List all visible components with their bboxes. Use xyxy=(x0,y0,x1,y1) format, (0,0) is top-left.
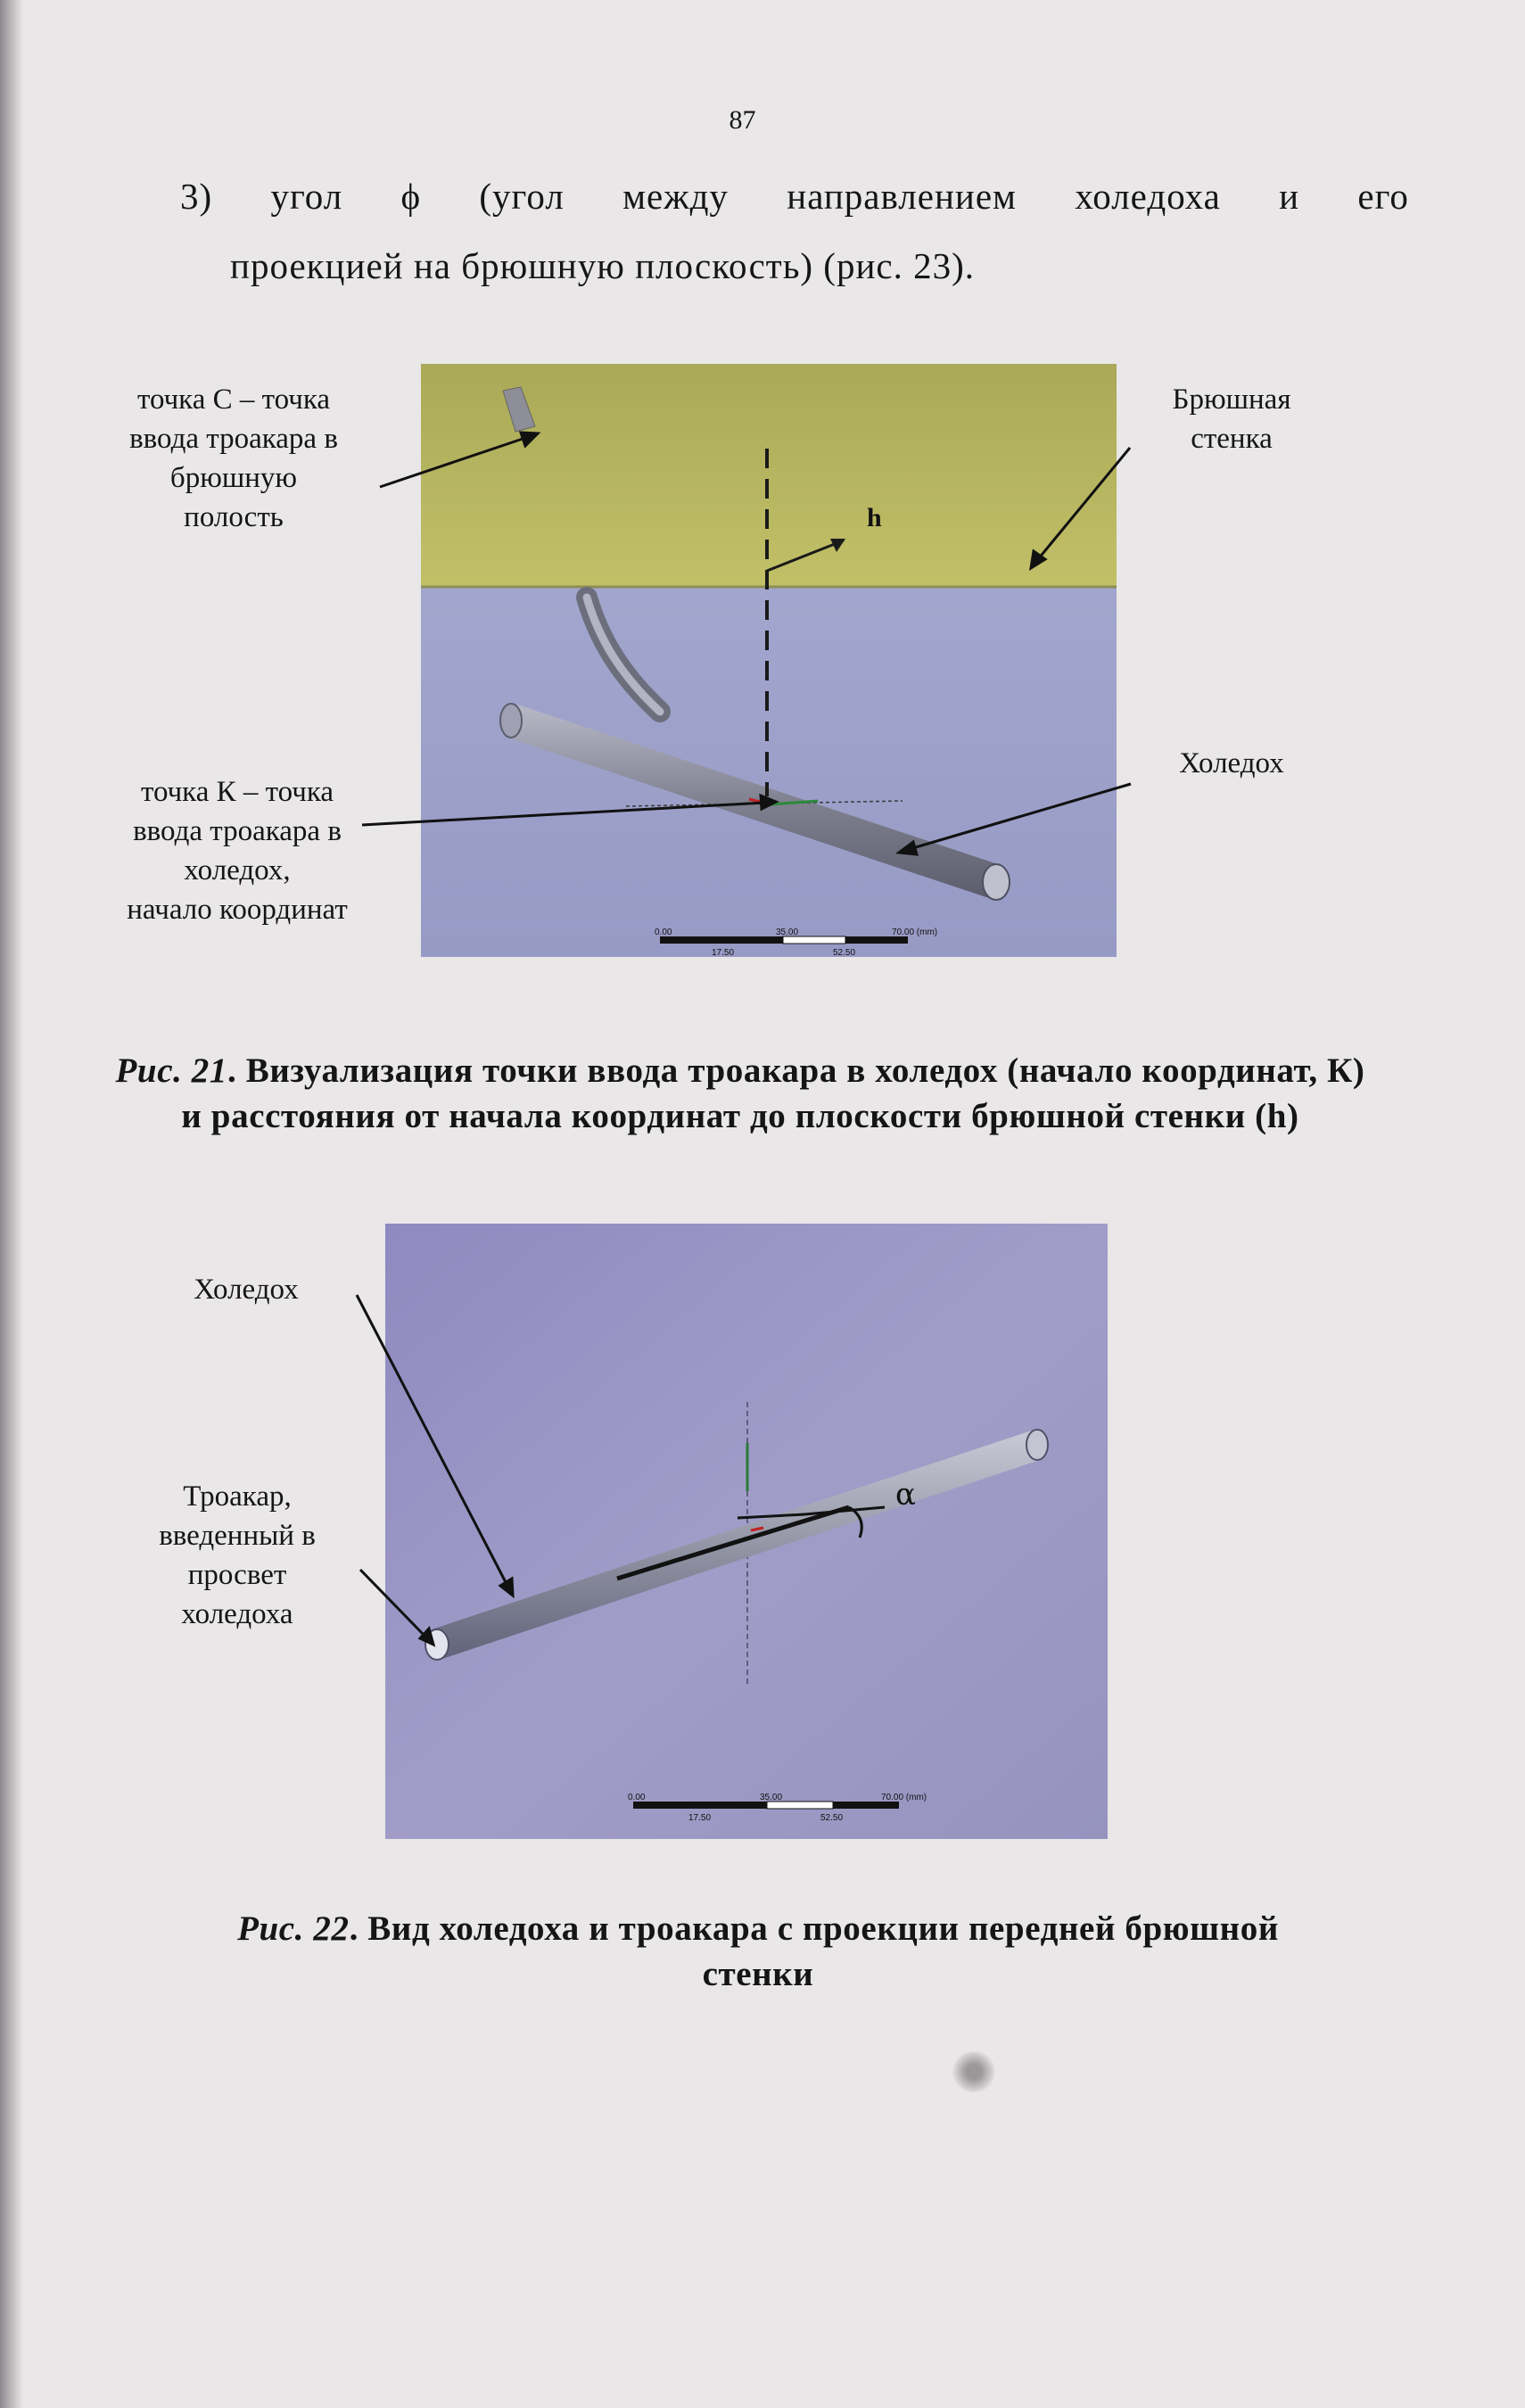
scan-smudge xyxy=(952,2051,995,2092)
scale-tick: 35.00 xyxy=(760,1793,783,1802)
scale-tick: 17.50 xyxy=(688,1813,712,1823)
intro-word: и xyxy=(1279,176,1300,217)
caption-text: . Вид холедоха и троакара с проекции передней брюшной стенки xyxy=(349,1909,1279,1993)
intro-line-2: проекцией на брюшную плоскость) (рис. 23). xyxy=(230,245,975,286)
intro-word: (угол xyxy=(479,176,565,217)
intro-word: между xyxy=(622,176,729,217)
intro-word: его xyxy=(1357,176,1409,217)
scale-tick: 52.50 xyxy=(833,948,856,957)
label-trocar: Троакар, введенный в просвет холедоха xyxy=(159,1480,316,1630)
caption-figure-22 xyxy=(178,1906,1338,1997)
h-label: h xyxy=(867,503,882,532)
alpha-label: α xyxy=(895,1477,916,1513)
scale-tick: 70.00 (mm) xyxy=(881,1793,927,1802)
caption-number: Рис. 21 xyxy=(115,1051,228,1090)
caption-text: . Визуализация точки ввода троакара в холедох (начало координат, К) и расстояния от начала координат до плоскости брюшной стенки (h) xyxy=(181,1051,1365,1135)
label-bile-duct-22: Холедох xyxy=(194,1274,299,1306)
label-bile-duct-21: Холедох xyxy=(1179,747,1284,779)
scale-tick: 52.50 xyxy=(820,1813,844,1823)
scale-tick: 0.00 xyxy=(628,1793,646,1802)
intro-word: холедоха xyxy=(1075,176,1221,217)
label-abdominal-wall: Брюшная стенка xyxy=(1172,383,1291,455)
scale-tick: 35.00 xyxy=(776,928,799,937)
page-number: 87 xyxy=(729,105,756,135)
intro-word: направлением xyxy=(787,176,1017,217)
scale-tick: 0.00 xyxy=(655,928,672,937)
caption-number: Рис. 22 xyxy=(237,1909,350,1948)
label-point-c: точка С – точка ввода троакара в брюшную полость xyxy=(129,383,338,533)
intro-word: ϕ xyxy=(400,176,422,217)
intro-word: угол xyxy=(270,176,343,217)
label-point-k: точка К – точка ввода троакара в холедох, начало координат xyxy=(127,776,348,926)
scale-tick: 17.50 xyxy=(712,948,735,957)
intro-word: 3) xyxy=(180,176,213,217)
scale-tick: 70.00 (mm) xyxy=(892,928,938,937)
